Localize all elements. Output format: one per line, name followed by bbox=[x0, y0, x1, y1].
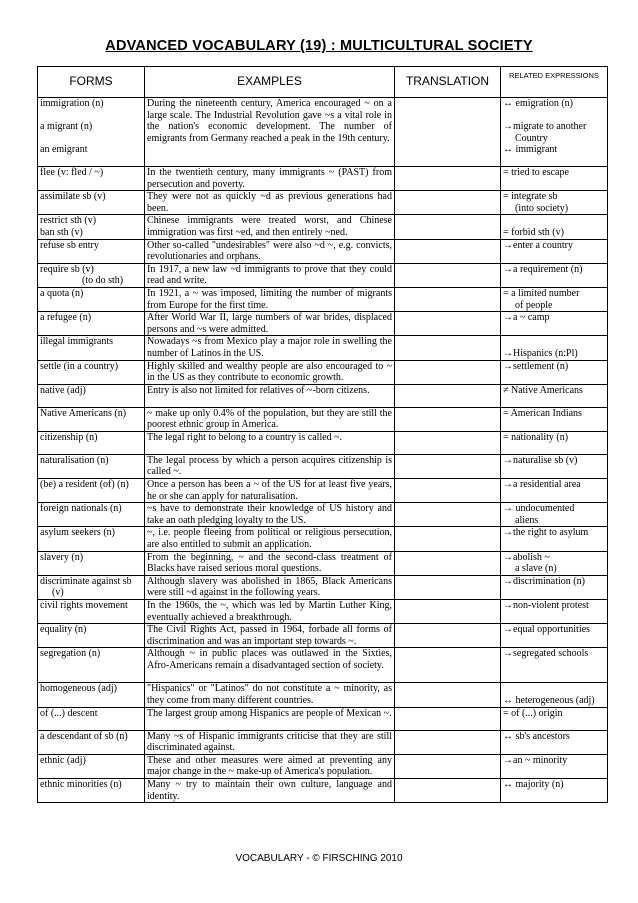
form-term: ban sth (v) bbox=[40, 226, 83, 238]
table-body bbox=[38, 98, 608, 803]
form-term: citizenship (n) bbox=[40, 431, 98, 443]
related-cell bbox=[501, 407, 608, 431]
form-term: (v) bbox=[52, 587, 64, 599]
related-cell bbox=[501, 600, 608, 624]
related-cell bbox=[501, 479, 608, 503]
example-cell: In 1917, a new law ~d immigrants to prove that they could read and write. bbox=[145, 263, 395, 287]
translation-cell[interactable] bbox=[395, 683, 501, 707]
forms-cell bbox=[38, 287, 145, 311]
form-term: assimilate sb (v) bbox=[40, 191, 106, 203]
example-cell: In the 1960s, the ~, which was led by Martin Luther King, eventually achieved a breakthrough. bbox=[145, 600, 395, 624]
translation-cell[interactable] bbox=[395, 360, 501, 384]
translation-cell[interactable] bbox=[395, 407, 501, 431]
form-term: native (adj) bbox=[40, 384, 86, 396]
related-expression: = American Indians bbox=[503, 407, 582, 419]
related-expression: →the right to asylum bbox=[503, 527, 589, 539]
related-expression: Country bbox=[515, 132, 548, 144]
translation-cell[interactable] bbox=[395, 312, 501, 336]
table-row bbox=[38, 527, 608, 551]
example-cell: ~s have to demonstrate their knowledge of US history and take an oath pledging loyalty to the US. bbox=[145, 503, 395, 527]
related-expression: →equal opportunities bbox=[503, 624, 590, 636]
table-row bbox=[38, 778, 608, 802]
table-row bbox=[38, 707, 608, 730]
related-cell bbox=[501, 503, 608, 527]
example-cell: During the nineteenth century, America encouraged ~ on a large scale. The Industrial Revolution gave ~s a vital role in the nation's economic development. The number of emigrants from Germany reached a peak in the 19th century. bbox=[145, 98, 395, 167]
example-cell: "Hispanics" or "Latinos" do not constitute a ~ minority, as they come from many different countries. bbox=[145, 683, 395, 707]
related-expression bbox=[503, 215, 605, 227]
example-cell: The legal process by which a person acquires citizenship is called ~. bbox=[145, 454, 395, 478]
form-term: naturalisation (n) bbox=[40, 454, 109, 466]
related-cell bbox=[501, 454, 608, 478]
form-term: asylum seekers (n) bbox=[40, 527, 115, 539]
translation-cell[interactable] bbox=[395, 336, 501, 360]
forms-cell bbox=[38, 527, 145, 551]
related-expression bbox=[503, 336, 605, 348]
form-term: equality (n) bbox=[40, 624, 87, 636]
page-title: ADVANCED VOCABULARY (19) : MULTICULTURAL SOCIETY bbox=[105, 38, 533, 54]
related-cell bbox=[501, 191, 608, 215]
translation-cell[interactable] bbox=[395, 624, 501, 648]
forms-cell bbox=[38, 239, 145, 263]
related-expression: →a ~ camp bbox=[503, 312, 550, 324]
related-cell bbox=[501, 360, 608, 384]
form-term: slavery (n) bbox=[40, 551, 84, 563]
form-term: immigration (n) bbox=[40, 98, 104, 109]
related-expression: a slave (n) bbox=[515, 563, 557, 575]
translation-cell[interactable] bbox=[395, 479, 501, 503]
table-row bbox=[38, 624, 608, 648]
forms-cell bbox=[38, 431, 145, 454]
forms-cell bbox=[38, 754, 145, 778]
related-expression: →enter a country bbox=[503, 239, 573, 251]
form-term: a descendant of sb (n) bbox=[40, 730, 128, 742]
related-cell bbox=[501, 287, 608, 311]
table-row bbox=[38, 98, 608, 167]
table-row bbox=[38, 454, 608, 478]
example-cell: Other so-called "undesirables" were also ~d ~, e.g. convicts, revolutionaries and orphans. bbox=[145, 239, 395, 263]
example-cell: Although slavery was abolished in 1865, Black Americans were still ~d against in the following years. bbox=[145, 575, 395, 599]
forms-cell bbox=[38, 503, 145, 527]
table-row bbox=[38, 551, 608, 575]
related-expression: = integrate sb bbox=[503, 191, 558, 203]
form-term: civil rights movement bbox=[40, 600, 128, 611]
form-term: a migrant (n) bbox=[40, 121, 93, 133]
related-expression: →an ~ minority bbox=[503, 754, 568, 766]
form-term: an emigrant bbox=[40, 144, 88, 156]
example-cell: The largest group among Hispanics are people of Mexican ~. bbox=[145, 707, 395, 730]
form-term: of (...) descent bbox=[40, 707, 98, 719]
translation-cell[interactable] bbox=[395, 263, 501, 287]
forms-cell bbox=[38, 454, 145, 478]
translation-cell[interactable] bbox=[395, 215, 501, 239]
related-expression: = forbid sth (v) bbox=[503, 226, 564, 238]
related-cell bbox=[501, 624, 608, 648]
table-row bbox=[38, 215, 608, 239]
forms-cell bbox=[38, 360, 145, 384]
translation-cell[interactable] bbox=[395, 98, 501, 167]
example-cell: Many ~s of Hispanic immigrants criticise that they are still discriminated against. bbox=[145, 730, 395, 754]
related-cell bbox=[501, 707, 608, 730]
header-row bbox=[38, 67, 608, 98]
forms-cell bbox=[38, 191, 145, 215]
table-row bbox=[38, 384, 608, 407]
form-term: ethnic minorities (n) bbox=[40, 778, 122, 790]
translation-cell[interactable] bbox=[395, 167, 501, 191]
example-cell: After World War II, large numbers of war brides, displaced persons and ~s were admitted. bbox=[145, 312, 395, 336]
related-expression: = nationality (n) bbox=[503, 431, 569, 443]
related-cell bbox=[501, 215, 608, 239]
related-expression bbox=[503, 110, 605, 122]
related-expression: of people bbox=[515, 299, 553, 311]
translation-cell[interactable] bbox=[395, 778, 501, 802]
related-expression: →Hispanics (n:Pl) bbox=[503, 347, 578, 359]
translation-cell[interactable] bbox=[395, 707, 501, 730]
forms-cell bbox=[38, 98, 145, 167]
related-cell bbox=[501, 730, 608, 754]
table-row bbox=[38, 336, 608, 360]
translation-cell[interactable] bbox=[395, 648, 501, 683]
example-cell: The Civil Rights Act, passed in 1964, forbade all forms of discrimination and was an important step towards ~. bbox=[145, 624, 395, 648]
header-forms: FORMS bbox=[38, 67, 145, 98]
table-row bbox=[38, 191, 608, 215]
forms-cell bbox=[38, 263, 145, 287]
forms-cell bbox=[38, 707, 145, 730]
form-term: discriminate against sb bbox=[40, 575, 132, 587]
example-cell: Chinese immigrants were treated worst, and Chinese immigration was first ~ed, and then entirely ~ned. bbox=[145, 215, 395, 239]
translation-cell[interactable] bbox=[395, 431, 501, 454]
form-term: a refugee (n) bbox=[40, 312, 92, 324]
header-related: RELATED EXPRESSIONS bbox=[501, 67, 608, 98]
related-expression: ↔ majority (n) bbox=[503, 778, 564, 790]
forms-cell bbox=[38, 551, 145, 575]
example-cell: From the beginning, ~ and the second-class treatment of Blacks have raised serious moral questions. bbox=[145, 551, 395, 575]
form-term: flee (v: fled / ~) bbox=[40, 167, 104, 178]
related-cell bbox=[501, 778, 608, 802]
related-expression: →non-violent protest bbox=[503, 600, 589, 611]
table-row bbox=[38, 360, 608, 384]
table-row bbox=[38, 431, 608, 454]
related-expression: aliens bbox=[515, 514, 539, 526]
related-expression: → undocumented bbox=[503, 503, 575, 515]
forms-cell bbox=[38, 407, 145, 431]
table-row bbox=[38, 648, 608, 683]
example-cell: These and other measures were aimed at preventing any major change in the ~ make-up of America's population. bbox=[145, 754, 395, 778]
form-term: require sb (v) bbox=[40, 263, 94, 275]
example-cell: They were not as quickly ~d as previous generations had been. bbox=[145, 191, 395, 215]
forms-cell bbox=[38, 336, 145, 360]
related-expression: ↔ emigration (n) bbox=[503, 98, 573, 109]
example-cell: Nowadays ~s from Mexico play a major role in swelling the number of Latinos in the US. bbox=[145, 336, 395, 360]
related-cell bbox=[501, 431, 608, 454]
form-term: illegal immigrants bbox=[40, 336, 114, 348]
table-row bbox=[38, 312, 608, 336]
translation-cell[interactable] bbox=[395, 551, 501, 575]
related-cell bbox=[501, 754, 608, 778]
related-expression: (into society) bbox=[515, 202, 569, 214]
forms-cell bbox=[38, 600, 145, 624]
forms-cell bbox=[38, 312, 145, 336]
table-row bbox=[38, 754, 608, 778]
table-row bbox=[38, 167, 608, 191]
forms-cell bbox=[38, 384, 145, 407]
related-expression bbox=[503, 683, 605, 695]
translation-cell[interactable] bbox=[395, 384, 501, 407]
table-row bbox=[38, 503, 608, 527]
related-expression: = a limited number bbox=[503, 287, 580, 299]
related-expression: →a requirement (n) bbox=[503, 263, 583, 275]
related-cell bbox=[501, 312, 608, 336]
forms-cell bbox=[38, 624, 145, 648]
translation-cell[interactable] bbox=[395, 239, 501, 263]
translation-cell[interactable] bbox=[395, 600, 501, 624]
related-cell bbox=[501, 683, 608, 707]
related-cell bbox=[501, 527, 608, 551]
related-expression: = of (...) origin bbox=[503, 707, 563, 719]
table-row bbox=[38, 407, 608, 431]
related-cell bbox=[501, 384, 608, 407]
example-cell: Once a person has been a ~ of the US for at least five years, he or she can apply for naturalisation. bbox=[145, 479, 395, 503]
translation-cell[interactable] bbox=[395, 454, 501, 478]
header-translation: TRANSLATION bbox=[395, 67, 501, 98]
related-expression: →segregated schools bbox=[503, 648, 589, 660]
forms-cell bbox=[38, 648, 145, 683]
table-row bbox=[38, 575, 608, 599]
translation-cell[interactable] bbox=[395, 575, 501, 599]
related-expression: →settlement (n) bbox=[503, 360, 569, 372]
translation-cell[interactable] bbox=[395, 754, 501, 778]
translation-cell[interactable] bbox=[395, 191, 501, 215]
forms-cell bbox=[38, 215, 145, 239]
form-term: (be) a resident (of) (n) bbox=[40, 479, 129, 491]
form-term: ethnic (adj) bbox=[40, 754, 86, 766]
related-cell bbox=[501, 239, 608, 263]
translation-cell[interactable] bbox=[395, 730, 501, 754]
example-cell: Although ~ in public places was outlawed in the Sixties, Afro-Americans remain a disadvantaged section of society. bbox=[145, 648, 395, 683]
table-row bbox=[38, 263, 608, 287]
example-cell: In the twentieth century, many immigrants ~ (PAST) from persecution and poverty. bbox=[145, 167, 395, 191]
table-row bbox=[38, 239, 608, 263]
related-cell bbox=[501, 98, 608, 167]
form-term bbox=[40, 133, 142, 145]
table-row bbox=[38, 479, 608, 503]
table-row bbox=[38, 287, 608, 311]
example-cell: The legal right to belong to a country is called ~. bbox=[145, 431, 395, 454]
related-cell bbox=[501, 648, 608, 683]
related-expression: ↔ immigrant bbox=[503, 144, 558, 156]
example-cell: ~, i.e. people fleeing from political or religious persecution, are also entitled to submit an application. bbox=[145, 527, 395, 551]
example-cell: In 1921, a ~ was imposed, limiting the number of migrants from Europe for the first time. bbox=[145, 287, 395, 311]
related-cell bbox=[501, 551, 608, 575]
related-cell bbox=[501, 336, 608, 360]
example-cell: Highly skilled and wealthy people are also encouraged to ~ in the US as they contribute to economic growth. bbox=[145, 360, 395, 384]
translation-cell[interactable] bbox=[395, 527, 501, 551]
example-cell: ~ make up only 0.4% of the population, but they are still the poorest ethnic group in America. bbox=[145, 407, 395, 431]
header-examples: EXAMPLES bbox=[145, 67, 395, 98]
table-row bbox=[38, 730, 608, 754]
related-expression: ↔ sb's ancestors bbox=[503, 730, 570, 742]
related-expression: →discrimination (n) bbox=[503, 575, 585, 587]
related-expression: →abolish ~ bbox=[503, 551, 550, 563]
form-term bbox=[40, 110, 142, 122]
example-cell: Entry is also not limited for relatives of ~-born citizens. bbox=[145, 384, 395, 407]
form-term: refuse sb entry bbox=[40, 239, 99, 251]
form-term: foreign nationals (n) bbox=[40, 503, 122, 515]
forms-cell bbox=[38, 575, 145, 599]
related-cell bbox=[501, 167, 608, 191]
forms-cell bbox=[38, 167, 145, 191]
form-term: (to do sth) bbox=[82, 275, 124, 287]
related-cell bbox=[501, 263, 608, 287]
forms-cell bbox=[38, 778, 145, 802]
form-term: segregation (n) bbox=[40, 648, 101, 660]
form-term: Native Americans (n) bbox=[40, 407, 127, 419]
related-cell bbox=[501, 575, 608, 599]
translation-cell[interactable] bbox=[395, 503, 501, 527]
forms-cell bbox=[38, 479, 145, 503]
form-term: homogeneous (adj) bbox=[40, 683, 117, 695]
related-expression: = tried to escape bbox=[503, 167, 569, 178]
translation-cell[interactable] bbox=[395, 287, 501, 311]
table-row bbox=[38, 683, 608, 707]
table-row bbox=[38, 600, 608, 624]
related-expression: ↔ heterogeneous (adj) bbox=[503, 694, 595, 706]
related-expression: ≠ Native Americans bbox=[503, 384, 583, 396]
related-expression: →naturalise sb (v) bbox=[503, 454, 578, 466]
form-term: restrict sth (v) bbox=[40, 215, 97, 227]
example-cell: Many ~ try to maintain their own culture, language and identity. bbox=[145, 778, 395, 802]
footer: VOCABULARY - © FIRSCHING 2010 bbox=[235, 853, 403, 864]
vocabulary-table bbox=[37, 66, 608, 803]
forms-cell bbox=[38, 730, 145, 754]
forms-cell bbox=[38, 683, 145, 707]
form-term: settle (in a country) bbox=[40, 360, 119, 372]
related-expression: →a residential area bbox=[503, 479, 581, 491]
form-term: a quota (n) bbox=[40, 287, 84, 299]
related-expression: →migrate to another bbox=[503, 121, 587, 133]
